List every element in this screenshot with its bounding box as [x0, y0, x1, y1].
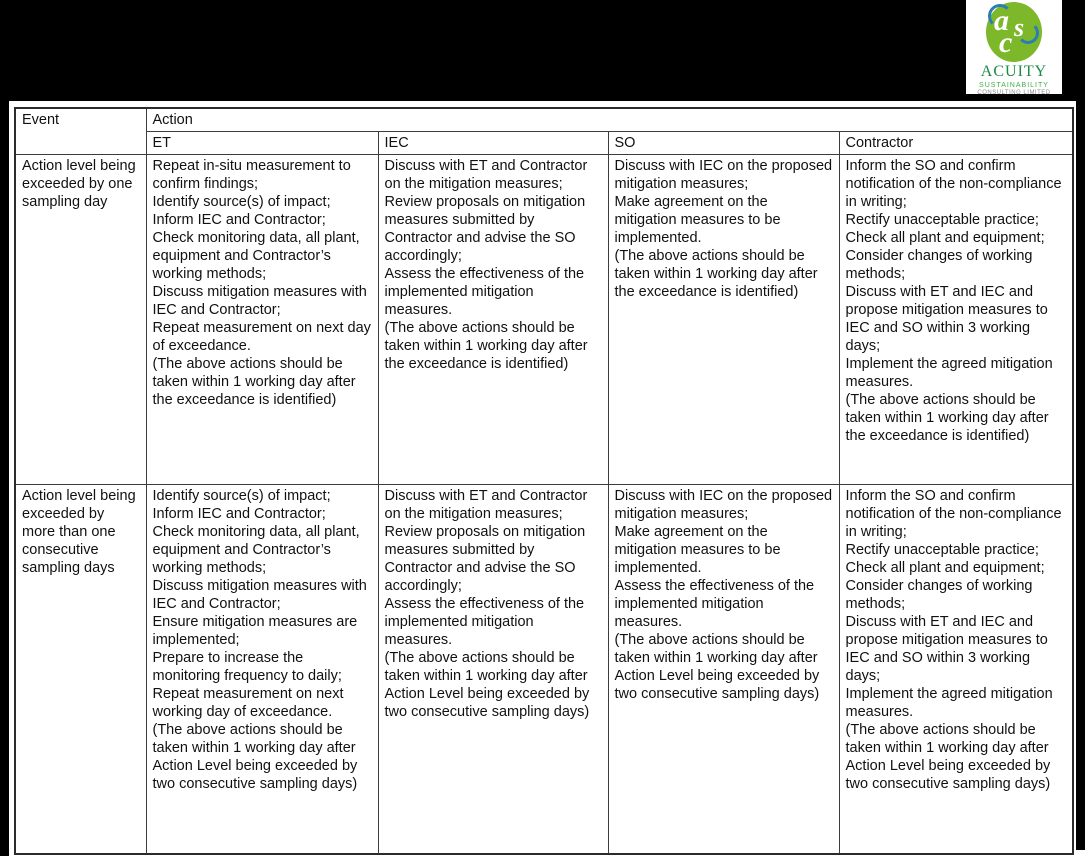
logo-monogram-icon: [986, 2, 1042, 62]
logo-letter-s: s: [1014, 13, 1025, 42]
row1-contractor-cell: Inform the SO and confirm notification of the non-compliance in writing; Rectify unacceptable practice; Check all plant and equipment; Consider changes of working methods; Discuss with ET and IEC and propose mitigation measures to IEC and SO within 3 working days; Implement the agreed mitigation measures. (The above actions should be taken within 1 working day after the exceedance is identified): [839, 155, 1073, 485]
page-left-black-bar: [0, 0, 9, 856]
table-row: [15, 155, 1073, 485]
page-top-black-band: [0, 0, 1085, 101]
row1-event-cell: Action level being exceeded by one sampling day: [15, 155, 146, 485]
table-row: [15, 485, 1073, 854]
row1-iec-cell: Discuss with ET and Contractor on the mitigation measures; Review proposals on mitigation measures submitted by Contractor and advise the SO accordingly; Assess the effectiveness of the implemented mitigation measures. (The above actions should be taken within 1 working day after the exceedance is identified): [378, 155, 608, 485]
row2-et-cell: Identify source(s) of impact; Inform IEC and Contractor; Check monitoring data, all plant, equipment and Contractor’s working methods; Discuss mitigation measures with IEC and Contractor; Ensure mitigation measures are implemented; Prepare to increase the monitoring frequency to daily; Repeat measurement on next working day of exceedance. (The above actions should be taken within 1 working day after Action Level being exceeded by two consecutive sampling days): [146, 485, 378, 854]
row1-et-cell: Repeat in-situ measurement to confirm findings; Identify source(s) of impact; Inform IEC and Contractor; Check monitoring data, all plant, equipment and Contractor’s working methods; Discuss mitigation measures with IEC and Contractor; Repeat measurement on next day of exceedance. (The above actions should be taken within 1 working day after the exceedance is identified): [146, 155, 378, 485]
row2-so-cell: Discuss with IEC on the proposed mitigation measures; Make agreement on the mitigation measures to be implemented. Assess the effectiveness of the implemented mitigation measures. (The above actions should be taken within 1 working day after Action Level being exceeded by two consecutive sampling days): [608, 485, 839, 854]
header-event: Event: [15, 108, 146, 155]
logo-tagline-consulting: CONSULTING LIMITED: [977, 90, 1051, 96]
header-action: Action: [146, 108, 1073, 132]
row1-so-cell: Discuss with IEC on the proposed mitigation measures; Make agreement on the mitigation measures to be implemented. (The above actions should be taken within 1 working day after the exceedance is identified): [608, 155, 839, 485]
logo-letter-a: a: [994, 4, 1009, 37]
event-action-table: [14, 107, 1074, 855]
logo-letter-c: c: [999, 26, 1013, 59]
header-col-et: ET: [146, 132, 378, 155]
table-header-row-1: [15, 108, 1073, 132]
row2-event-cell: Action level being exceeded by more than one consecutive sampling days: [15, 485, 146, 854]
row2-iec-cell: Discuss with ET and Contractor on the mitigation measures; Review proposals on mitigation measures submitted by Contractor and advise the SO accordingly; Assess the effectiveness of the implemented mitigation measures. (The above actions should be taken within 1 working day after Action Level being exceeded by two consecutive sampling days): [378, 485, 608, 854]
logo-company-name: ACUITY: [980, 63, 1048, 80]
page-right-black-bar: [1076, 0, 1085, 850]
header-col-contractor: Contractor: [839, 132, 1073, 155]
header-col-so: SO: [608, 132, 839, 155]
logo-tagline-sustainability: SUSTAINABILITY: [979, 82, 1049, 89]
header-col-iec: IEC: [378, 132, 608, 155]
table-header-row-2: [15, 132, 1073, 155]
company-logo: [966, 0, 1062, 94]
row2-contractor-cell: Inform the SO and confirm notification of the non-compliance in writing; Rectify unacceptable practice; Check all plant and equipment; Consider changes of working methods; Discuss with ET and IEC and propose mitigation measures to IEC and SO within 3 working days; Implement the agreed mitigation measures. (The above actions should be taken within 1 working day after Action Level being exceeded by two consecutive sampling days): [839, 485, 1073, 854]
